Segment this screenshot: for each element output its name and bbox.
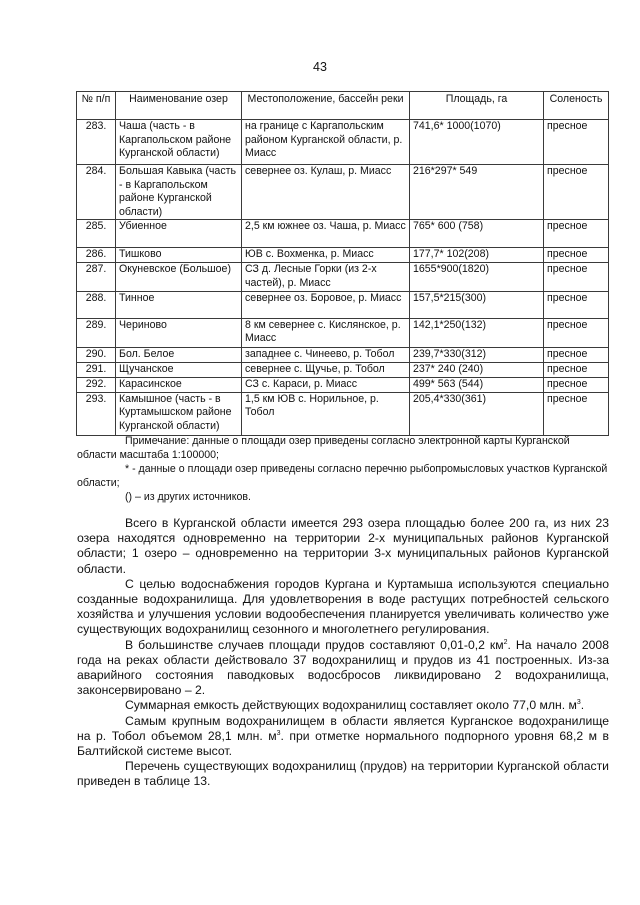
cell-lake-name: Щучанское bbox=[116, 362, 242, 377]
note-source-map: Примечание: данные о площади озер приведены согласно электронной карты Курганской области масштаба 1:100000; bbox=[77, 435, 570, 461]
cell-salinity: пресное bbox=[544, 263, 609, 291]
superscript: 3 bbox=[576, 699, 581, 707]
cell-location: ЮВ с. Вохменка, р. Миасс bbox=[242, 248, 410, 263]
cell-lake-name: Тинное bbox=[116, 291, 242, 318]
table-row bbox=[77, 165, 609, 220]
table-row bbox=[77, 291, 609, 318]
header-area: Площадь, га bbox=[410, 92, 544, 120]
text-fragment: . bbox=[580, 698, 585, 713]
cell-salinity: пресное bbox=[544, 165, 609, 220]
cell-lake-name: Окуневское (Большое) bbox=[116, 263, 242, 291]
cell-number: 286. bbox=[77, 248, 116, 263]
cell-area: 142,1*250(132) bbox=[410, 318, 544, 347]
cell-area: 205,4*330(361) bbox=[410, 392, 544, 435]
cell-lake-name: Карасинское bbox=[116, 377, 242, 392]
superscript: 2 bbox=[503, 638, 508, 646]
paragraph-ponds-area bbox=[77, 638, 609, 699]
cell-number: 285. bbox=[77, 220, 116, 248]
cell-location: на границе с Каргапольским районом Курганской области, р. Миасс bbox=[242, 120, 410, 165]
table-row bbox=[77, 263, 609, 291]
cell-lake-name: Чериново bbox=[116, 318, 242, 347]
note-asterisk: * - данные о площади озер приведены согласно перечню рыбопромысловых участков Курганской области; bbox=[77, 463, 608, 489]
paragraph-largest-reservoir bbox=[77, 714, 609, 760]
cell-salinity: пресное bbox=[544, 220, 609, 248]
cell-area: 177,7* 102(208) bbox=[410, 248, 544, 263]
table-row bbox=[77, 347, 609, 362]
cell-location: СЗ д. Лесные Горки (из 2-х частей), р. Миасс bbox=[242, 263, 410, 291]
cell-location: севернее с. Щучье, р. Тобол bbox=[242, 362, 410, 377]
cell-area: 1655*900(1820) bbox=[410, 263, 544, 291]
cell-location: севернее оз. Кулаш, р. Миасс bbox=[242, 165, 410, 220]
cell-salinity: пресное bbox=[544, 392, 609, 435]
cell-area: 741,6* 1000(1070) bbox=[410, 120, 544, 165]
paragraph-total-capacity bbox=[77, 698, 609, 713]
cell-lake-name: Тишково bbox=[116, 248, 242, 263]
cell-number: 283. bbox=[77, 120, 116, 165]
body-text bbox=[77, 516, 609, 790]
cell-area: 216*297* 549 bbox=[410, 165, 544, 220]
cell-lake-name: Бол. Белое bbox=[116, 347, 242, 362]
cell-salinity: пресное bbox=[544, 120, 609, 165]
text-fragment: . при отметке нормального подпорного уровня 68,2 м в Балтийской системе высот. bbox=[77, 728, 609, 759]
cell-number: 291. bbox=[77, 362, 116, 377]
cell-number: 290. bbox=[77, 347, 116, 362]
table-row bbox=[77, 377, 609, 392]
page-number: 43 bbox=[313, 60, 327, 74]
cell-salinity: пресное bbox=[544, 248, 609, 263]
cell-number: 289. bbox=[77, 318, 116, 347]
header-location: Местоположение, бассейн реки bbox=[242, 92, 410, 120]
cell-location: 8 км севернее с. Кислянское, р. Миасс bbox=[242, 318, 410, 347]
cell-area: 237* 240 (240) bbox=[410, 362, 544, 377]
cell-location: западнее с. Чинеево, р. Тобол bbox=[242, 347, 410, 362]
cell-salinity: пресное bbox=[544, 347, 609, 362]
table-row bbox=[77, 318, 609, 347]
cell-lake-name: Чаша (часть - в Каргапольском районе Курганской области) bbox=[116, 120, 242, 165]
cell-area: 157,5*215(300) bbox=[410, 291, 544, 318]
text-fragment: Самым крупным водохранилищем в области является Курганское водохранилище на р. Тобол объемом 28,1 млн. м bbox=[77, 713, 609, 743]
cell-lake-name: Большая Кавыка (часть - в Каргапольском районе Курганской области) bbox=[116, 165, 242, 220]
table-row bbox=[77, 362, 609, 377]
cell-salinity: пресное bbox=[544, 377, 609, 392]
cell-area: 499* 563 (544) bbox=[410, 377, 544, 392]
header-number: № п/п bbox=[77, 92, 116, 120]
cell-number: 284. bbox=[77, 165, 116, 220]
table-header-row bbox=[77, 92, 609, 120]
cell-salinity: пресное bbox=[544, 318, 609, 347]
header-lake-name: Наименование озер bbox=[116, 92, 242, 120]
text-fragment: Суммарная емкость действующих водохранилищ составляет около 77,0 млн. м bbox=[125, 698, 577, 713]
cell-number: 293. bbox=[77, 392, 116, 435]
header-salinity: Соленость bbox=[544, 92, 609, 120]
paragraph-reservoirs-purpose: С целью водоснабжения городов Кургана и Куртамыша используются специально созданные водохранилища. Для удовлетворения в воде растущих потребностей сельского хозяйства и улучшения условии водообеспечения планируется увеличивать количество уже существующих водохранилищ сезонного и многолетнего регулирования. bbox=[77, 576, 609, 637]
text-fragment: . На начало 2008 года на реках области действовало 37 водохранилищ и прудов из 41 построенных. Из-за аварийного состояния паводковых водосбросов ликвидировано 2 водохранилища, законсервировано – 2. bbox=[77, 637, 609, 698]
superscript: 3 bbox=[276, 729, 281, 737]
table-notes bbox=[77, 434, 609, 504]
note-parentheses: () – из других источников. bbox=[125, 491, 251, 503]
table-row bbox=[77, 248, 609, 263]
table-row bbox=[77, 220, 609, 248]
cell-location: 1,5 км ЮВ с. Норильное, р. Тобол bbox=[242, 392, 410, 435]
cell-number: 288. bbox=[77, 291, 116, 318]
paragraph-lakes-total: Всего в Курганской области имеется 293 озера площадью более 200 га, из них 23 озера находятся одновременно на территории 2-х муниципальных районов Курганской области; 1 озеро – одновременно на территории 3-х муниципальных районов Курганской области. bbox=[77, 516, 609, 576]
cell-salinity: пресное bbox=[544, 291, 609, 318]
cell-number: 287. bbox=[77, 263, 116, 291]
cell-area: 239,7*330(312) bbox=[410, 347, 544, 362]
cell-area: 765* 600 (758) bbox=[410, 220, 544, 248]
cell-location: СЗ с. Караси, р. Миасс bbox=[242, 377, 410, 392]
cell-lake-name: Убиенное bbox=[116, 220, 242, 248]
cell-salinity: пресное bbox=[544, 362, 609, 377]
text-fragment: В большинстве случаев площади прудов составляют 0,01-0,2 км bbox=[125, 637, 504, 652]
cell-lake-name: Камышное (часть - в Куртамышском районе Курганской области) bbox=[116, 392, 242, 435]
table-row bbox=[77, 120, 609, 165]
lakes-table bbox=[76, 91, 609, 436]
paragraph-table-reference: Перечень существующих водохранилищ (прудов) на территории Курганской области приведен в таблице 13. bbox=[77, 759, 609, 789]
cell-number: 292. bbox=[77, 377, 116, 392]
cell-location: севернее оз. Боровое, р. Миасс bbox=[242, 291, 410, 318]
table-row bbox=[77, 392, 609, 435]
cell-location: 2,5 км южнее оз. Чаша, р. Миасс bbox=[242, 220, 410, 248]
